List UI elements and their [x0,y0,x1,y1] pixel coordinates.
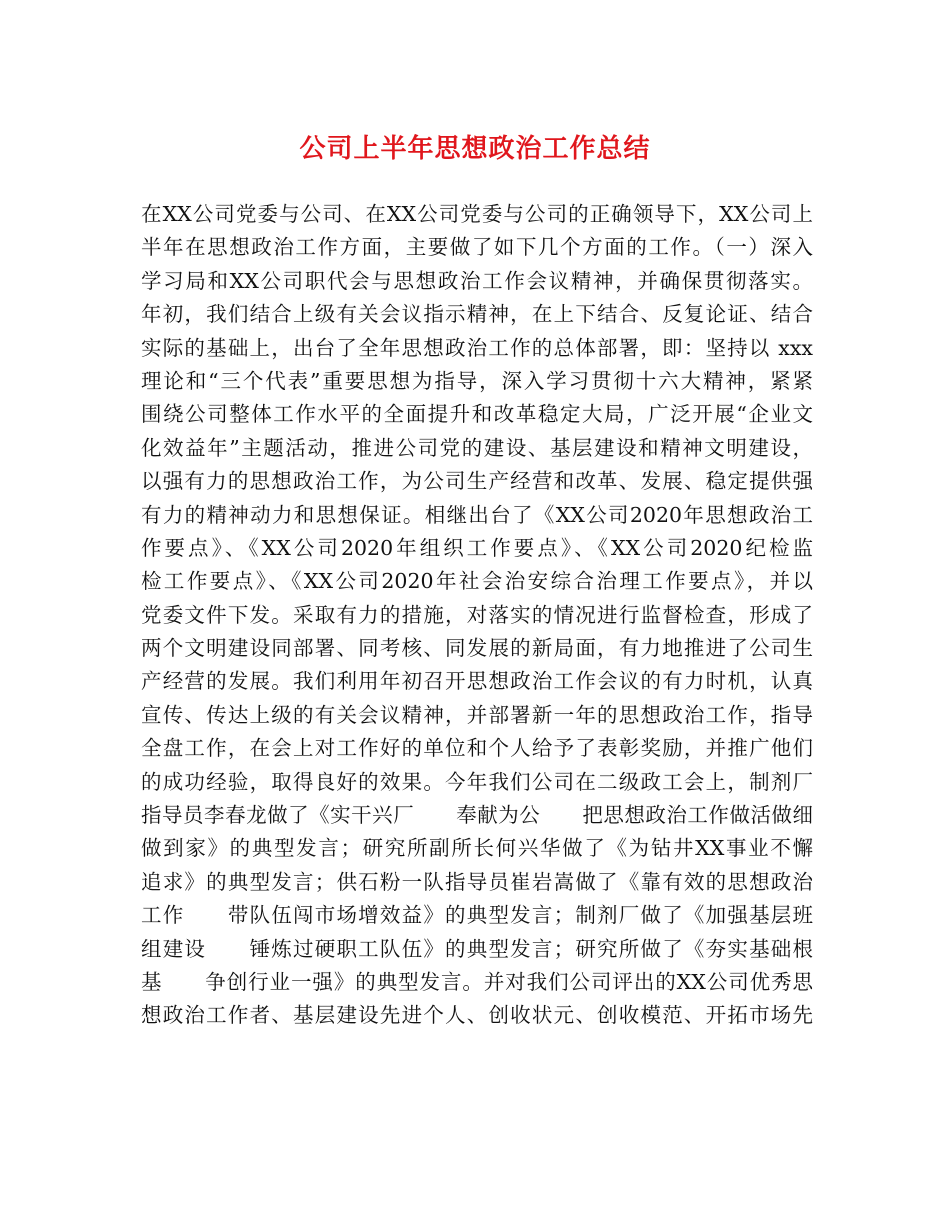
body-line: 围绕公司整体工作水平的全面提升和改革稳定大局，广泛开展“企业文 [141,402,813,427]
body-line: 做到家》的典型发言；研究所副所长何兴华做了《为钻井XX事业不懈 [141,836,813,861]
body-line: 学习局和XX公司职代会与思想政治工作会议精神，并确保贯彻落实。 [141,268,813,293]
body-line: 有力的精神动力和思想保证。相继出台了《XX公司2020年思想政治工 [141,502,813,527]
body-line: 作要点》、《XX公司2020年组织工作要点》、《XX公司2020纪检监 [141,535,813,560]
body-line: 半年在思想政治工作方面，主要做了如下几个方面的工作。（一）深入 [141,235,813,260]
body-line: 追求》的典型发言；供石粉一队指导员崔岩嵩做了《靠有效的思想政治 [141,869,813,894]
body-line: 年初，我们结合上级有关会议指示精神，在上下结合、反复论证、结合 [141,302,813,327]
document-body [141,198,813,1033]
document-title: 公司上半年思想政治工作总结 [299,134,651,164]
body-line: 基 争创行业一强》的典型发言。并对我们公司评出的XX公司优秀思 [141,969,813,994]
body-line: 工作 带队伍闯市场增效益》的典型发言；制剂厂做了《加强基层班 [141,903,813,928]
body-line: 在XX公司党委与公司、在XX公司党委与公司的正确领导下，XX公司上 [141,202,813,226]
body-line: 以强有力的思想政治工作，为公司生产经营和改革、发展、稳定提供强 [141,469,813,494]
body-line: 宣传、传达上级的有关会议精神，并部署新一年的思想政治工作，指导 [141,702,813,727]
body-line: 想政治工作者、基层建设先进个人、创收状元、创收模范、开拓市场先 [141,1003,813,1028]
body-line: 的成功经验，取得良好的效果。今年我们公司在二级政工会上，制剂厂 [141,769,813,794]
body-line: 全盘工作，在会上对工作好的单位和个人给予了表彰奖励，并推广他们 [141,736,813,761]
body-line: 指导员李春龙做了《实干兴厂 奉献为公 把思想政治工作做活做细 [141,803,813,828]
body-line: 党委文件下发。采取有力的措施，对落实的情况进行监督检查，形成了 [141,602,813,627]
body-line: 两个文明建设同部署、同考核、同发展的新局面，有力地推进了公司生 [141,636,813,661]
body-line: 检工作要点》、《XX公司2020年社会治安综合治理工作要点》，并以 [141,569,813,594]
body-line: 组建设 锤炼过硬职工队伍》的典型发言；研究所做了《夯实基础根 [141,936,813,961]
body-line: 产经营的发展。我们利用年初召开思想政治工作会议的有力时机，认真 [141,669,813,694]
body-line: 化效益年”主题活动，推进公司党的建设、基层建设和精神文明建设， [141,435,813,460]
body-line: 理论和“三个代表”重要思想为指导，深入学习贯彻十六大精神，紧紧 [141,368,813,393]
body-line: 实际的基础上，出台了全年思想政治工作的总体部署，即：坚持以 xxx [141,335,813,360]
